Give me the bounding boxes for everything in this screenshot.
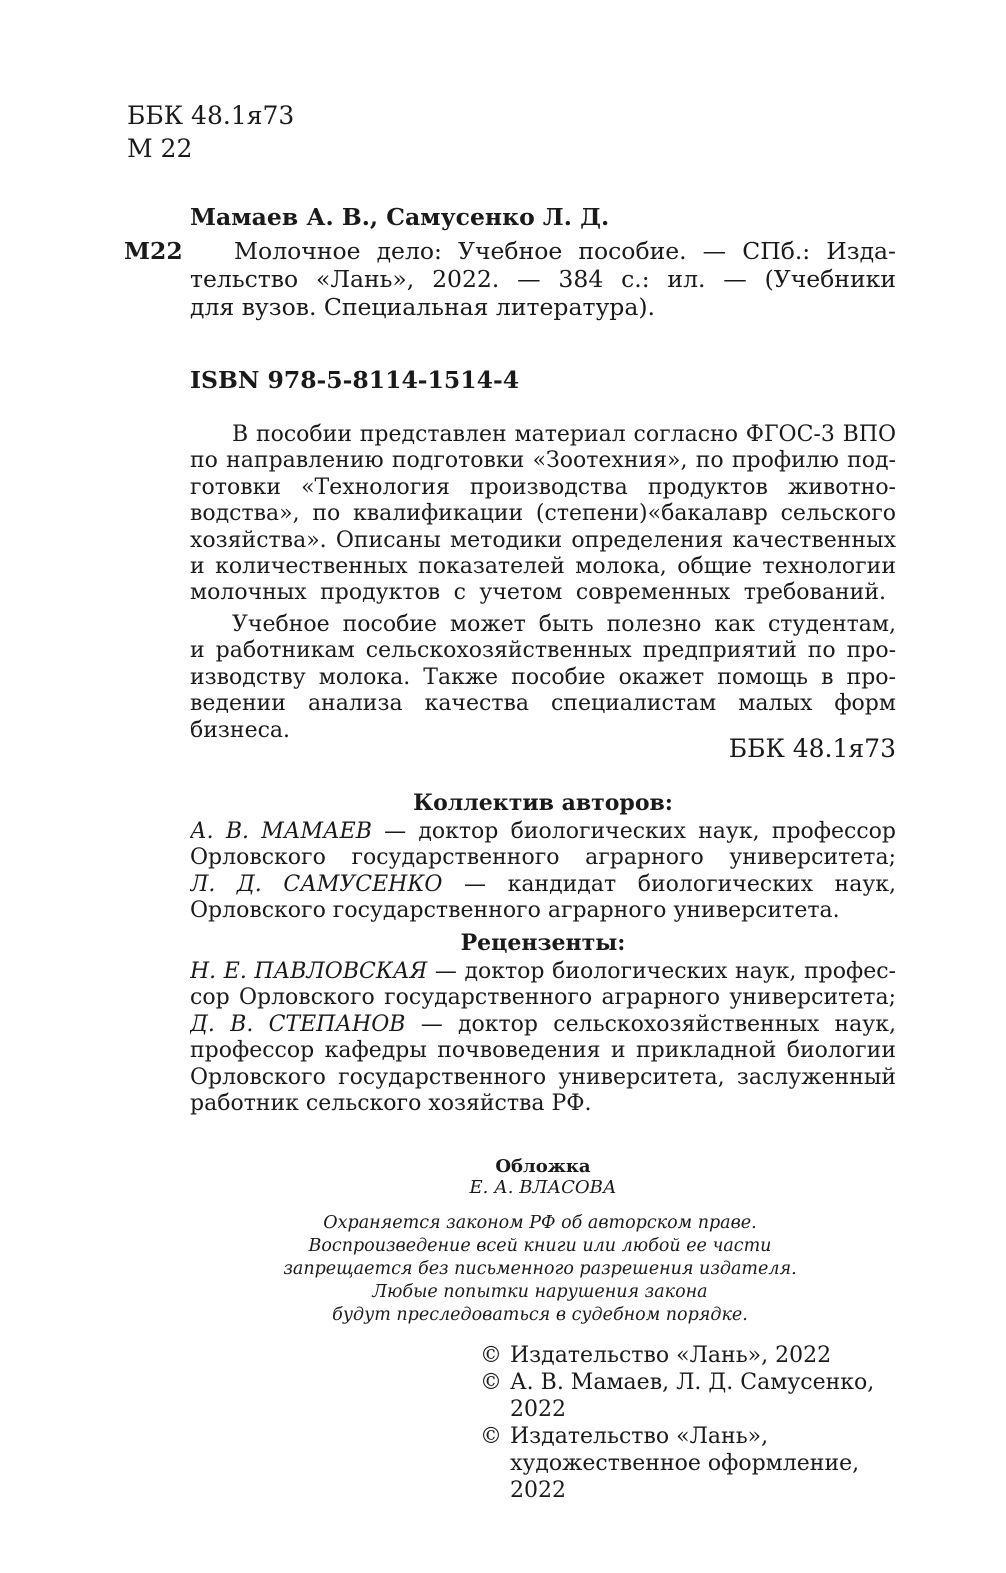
copyright-block — [480, 1342, 910, 1504]
copyright-icon: © — [480, 1424, 502, 1449]
catalog-description-line: тельство «Лань», 2022. — 384 с.: ил. — (Учебники — [190, 265, 896, 294]
copyright-text: художественное оформление, 2022 — [510, 1451, 860, 1503]
annotation-line: по направлению подготовки «Зоотехния», по профилю под- — [190, 448, 896, 473]
annotation-line: и количественных показателей молока, общие технологии — [190, 553, 896, 579]
author-mark: М 22 — [127, 134, 193, 163]
reviewer-name: Д. В. СТЕПАНОВ — [190, 1011, 406, 1037]
catalog-index-mark: М22 — [124, 237, 183, 265]
annotation-line: готовки «Технология производства продуктов животно- — [190, 474, 896, 500]
annotation-line: Учебное пособие может быть полезно как студентам, — [232, 612, 896, 637]
annotation-line: молочных продуктов с учетом современных требований. — [190, 580, 886, 605]
reviewers-list — [190, 957, 896, 1118]
annotation-line: бизнеса. — [190, 717, 291, 743]
reviewer-name: Н. Е. ПАВЛОВСКАЯ — [190, 959, 428, 984]
reviewer-affiliation: работник сельского хозяйства РФ. — [190, 1090, 592, 1116]
reviewer-role: — доктор сельскохозяйственных наук, — [405, 1011, 896, 1037]
legal-notice-line: Любые попытки нарушения закона — [372, 1282, 708, 1302]
author-role: — кандидат биологических наук, — [464, 871, 896, 897]
isbn: ISBN 978-5-8114-1514-4 — [190, 366, 520, 394]
annotation-line: водства», по квалификации (степени)«бакалавр сельского — [190, 501, 896, 526]
legal-notice-line: запрещается без письменного разрешения издателя. — [283, 1259, 797, 1279]
annotation-line: хозяйства». Описаны методики определения качественных — [190, 527, 896, 552]
legal-notice — [260, 1212, 820, 1327]
catalog-description-line: Молочное дело: Учебное пособие. — СПб.: Изда- — [234, 237, 896, 265]
cover-heading: Обложка — [495, 1156, 591, 1177]
cover-designer: Е. А. ВЛАСОВА — [469, 1177, 617, 1198]
authors-list — [190, 817, 896, 925]
annotation-paragraph-2 — [190, 610, 896, 745]
bbk-code: ББК 48.1я73 — [127, 101, 295, 130]
reviewer-role: — доктор биологических наук, профес- — [427, 959, 896, 984]
author-name: А. В. МАМАЕВ — [190, 819, 372, 844]
bbk-code-repeat: ББК 48.1я73 — [728, 734, 896, 763]
annotation-paragraph-1 — [190, 420, 896, 605]
author-affiliation: Орловского государственного аграрного университета. — [190, 898, 840, 924]
copyright-item — [480, 1423, 910, 1504]
copyright-text: Издательство «Лань», — [510, 1424, 769, 1449]
annotation-line: изводству молока. Также пособие окажет помощь в про- — [190, 664, 896, 690]
author-entry-line — [190, 870, 896, 896]
author-role: — доктор биологических наук, профессор — [371, 819, 896, 844]
copyright-icon: © — [480, 1370, 502, 1395]
annotation-line: ведении анализа качества специалистам малых форм — [190, 691, 896, 716]
catalog-description — [190, 237, 896, 321]
copyright-item — [480, 1342, 910, 1369]
authors-heading: Коллектив авторов: — [413, 790, 673, 816]
copyright-icon: © — [480, 1343, 502, 1368]
legal-notice-line: Охраняется законом РФ об авторском праве. — [323, 1213, 757, 1233]
annotation-line: В пособии представлен материал согласно ФГОС-3 ВПО — [232, 422, 896, 447]
reviewer-affiliation: профессор кафедры почвоведения и прикладной биологии — [190, 1038, 896, 1063]
legal-notice-line: Воспроизведение всей книги или любой ее части — [308, 1236, 772, 1256]
copyright-text: А. В. Мамаев, Л. Д. Самусенко, — [510, 1370, 875, 1395]
author-name: Л. Д. САМУСЕНКО — [190, 871, 443, 897]
annotation-line: и работникам сельскохозяйственных предприятий по про- — [190, 638, 896, 663]
author-affiliation: Орловского государственного аграрного университета; — [190, 845, 896, 870]
reviewer-affiliation: сор Орловского государственного аграрного университета; — [190, 985, 896, 1010]
catalog-description-line: для вузов. Специальная литература). — [190, 293, 655, 322]
reviewer-affiliation: Орловского государственного университета, заслуженный — [190, 1064, 896, 1089]
copyright-item — [480, 1369, 910, 1423]
catalog-authors: Мамаев А. В., Самусенко Л. Д. — [190, 203, 610, 231]
copyright-text: 2022 — [510, 1397, 566, 1422]
reviewers-heading: Рецензенты: — [460, 930, 626, 956]
reviewer-entry-line — [190, 957, 896, 983]
copyright-text: Издательство «Лань», 2022 — [510, 1343, 832, 1368]
reviewer-entry-line — [190, 1010, 896, 1036]
legal-notice-line: будут преследоваться в судебном порядке. — [332, 1305, 748, 1325]
author-entry-line — [190, 817, 896, 843]
